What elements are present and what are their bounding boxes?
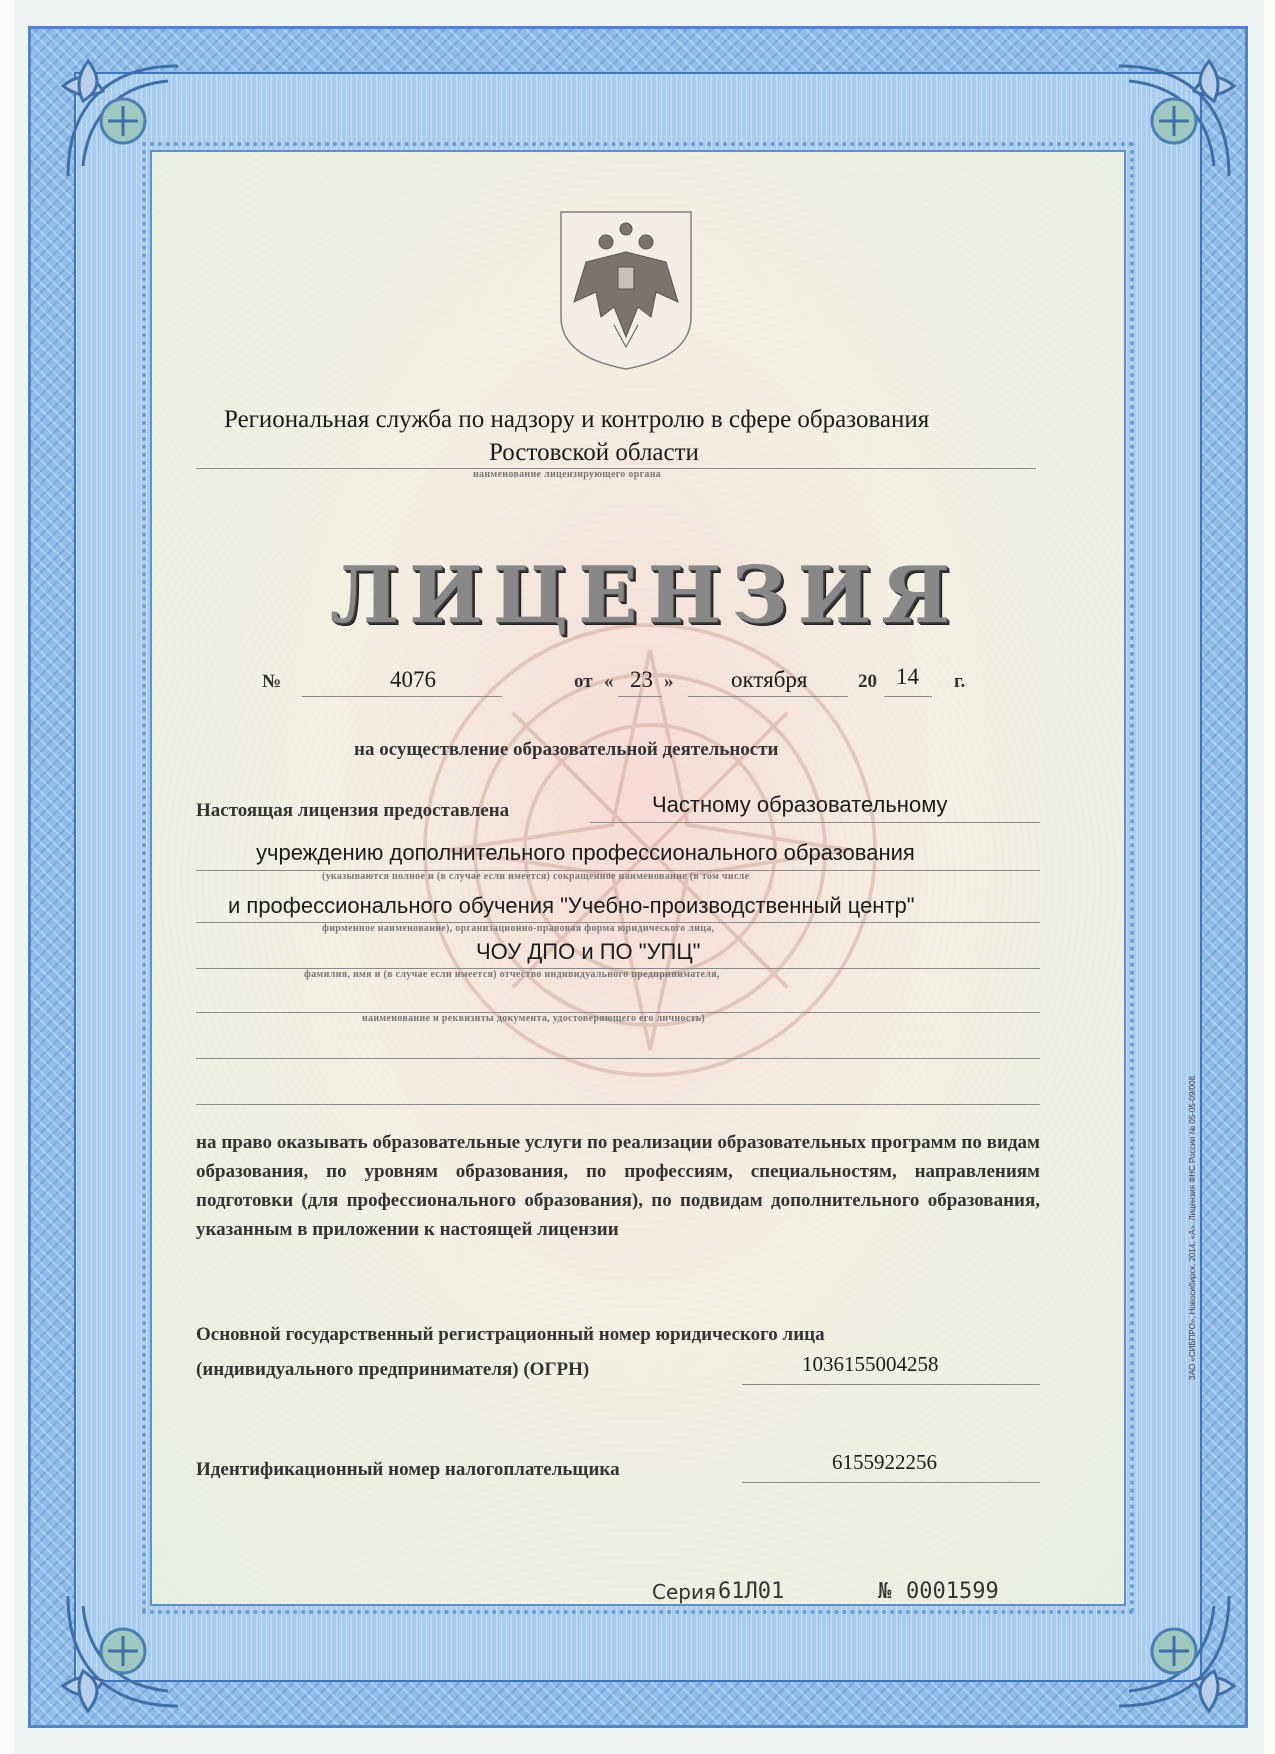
inn-value: 6155922256 <box>832 1450 937 1474</box>
month-underline <box>688 696 848 697</box>
year-underline <box>884 696 932 697</box>
license-month: октября <box>731 667 808 692</box>
corner-ornament-icon <box>48 1576 198 1726</box>
licensee-caption-4: наименование и реквизиты документа, удостоверяющего его личность) <box>362 1013 705 1024</box>
series-label: Серия <box>652 1580 716 1604</box>
inn-underline <box>742 1482 1040 1483</box>
blank-underline-3 <box>196 1104 1040 1105</box>
license-day: 23 <box>630 667 653 692</box>
quote-open: « <box>604 671 614 692</box>
licensee-caption-1: (указываются полное и (в случае если имеется) сокращенное наименование (в том числе <box>322 871 750 882</box>
corner-ornament-icon <box>1099 1576 1249 1726</box>
authority-caption: наименование лицензирующего органа <box>473 469 662 480</box>
licensee-caption-2: фирменное наименование), организационно-правовая форма юридического лица, <box>322 923 715 934</box>
printer-imprint: ЗАО «СИБПРО», Новосибирск, 2014, «А». Лицензия ФНС России № 05-05-09/008. <box>1188 1073 1197 1380</box>
series-value: 61Л01 <box>718 1579 785 1604</box>
licensee-line-1: Частному образовательному <box>652 792 948 817</box>
coat-of-arms-icon <box>556 207 696 372</box>
ogrn-value: 1036155004258 <box>802 1352 939 1376</box>
form-number-label: № <box>878 1579 892 1604</box>
form-number: 0001599 <box>906 1579 999 1604</box>
year-suffix: 14 <box>896 664 919 689</box>
licensee-underline-1 <box>590 822 1040 823</box>
license-number: 4076 <box>390 667 436 692</box>
inn-label: Идентификационный номер налогоплательщика <box>196 1459 620 1480</box>
authority-line-2: Ростовской области <box>489 439 699 466</box>
licensee-line-2: учреждению дополнительного профессионального образования <box>256 840 915 865</box>
from-label: от <box>574 671 593 692</box>
ogrn-underline <box>742 1384 1040 1385</box>
authority-line-1: Региональная служба по надзору и контролю в сфере образования <box>224 406 930 433</box>
licensee-line-3: и профессионального обучения "Учебно-производственный центр" <box>228 893 915 918</box>
day-underline <box>618 696 662 697</box>
licensee-line-4: ЧОУ ДПО и ПО "УПЦ" <box>476 939 701 964</box>
purpose-text: на осуществление образовательной деятельности <box>354 739 779 760</box>
quote-close: » <box>664 671 674 692</box>
blank-underline-2 <box>196 1058 1040 1059</box>
ogrn-label-1: Основной государственный регистрационный номер юридического лица <box>196 1324 825 1345</box>
ogrn-label-2: (индивидуального предпринимателя) (ОГРН) <box>196 1359 590 1380</box>
corner-ornament-icon <box>48 46 198 196</box>
licensee-caption-3: фамилия, имя и (в случае если имеется) отчество индивидуального предпринимателя, <box>304 969 720 980</box>
document-title: ЛИЦЕНЗИЯ <box>330 550 960 641</box>
number-underline <box>302 696 502 697</box>
licensee-label: Настоящая лицензия предоставлена <box>196 800 510 821</box>
year-prefix: 20 <box>858 671 877 692</box>
number-label: № <box>262 671 282 692</box>
rights-paragraph: на право оказывать образовательные услуги по реализации образовательных программ по видам образования, по уровням образования, по профессиям, специальностям, направлениям подготовки (для профессионального образования), по подвидам дополнительного образования, указанным в приложении к настоящей лицензии <box>196 1132 1040 1240</box>
year-label: г. <box>954 671 966 692</box>
corner-ornament-icon <box>1099 46 1249 196</box>
